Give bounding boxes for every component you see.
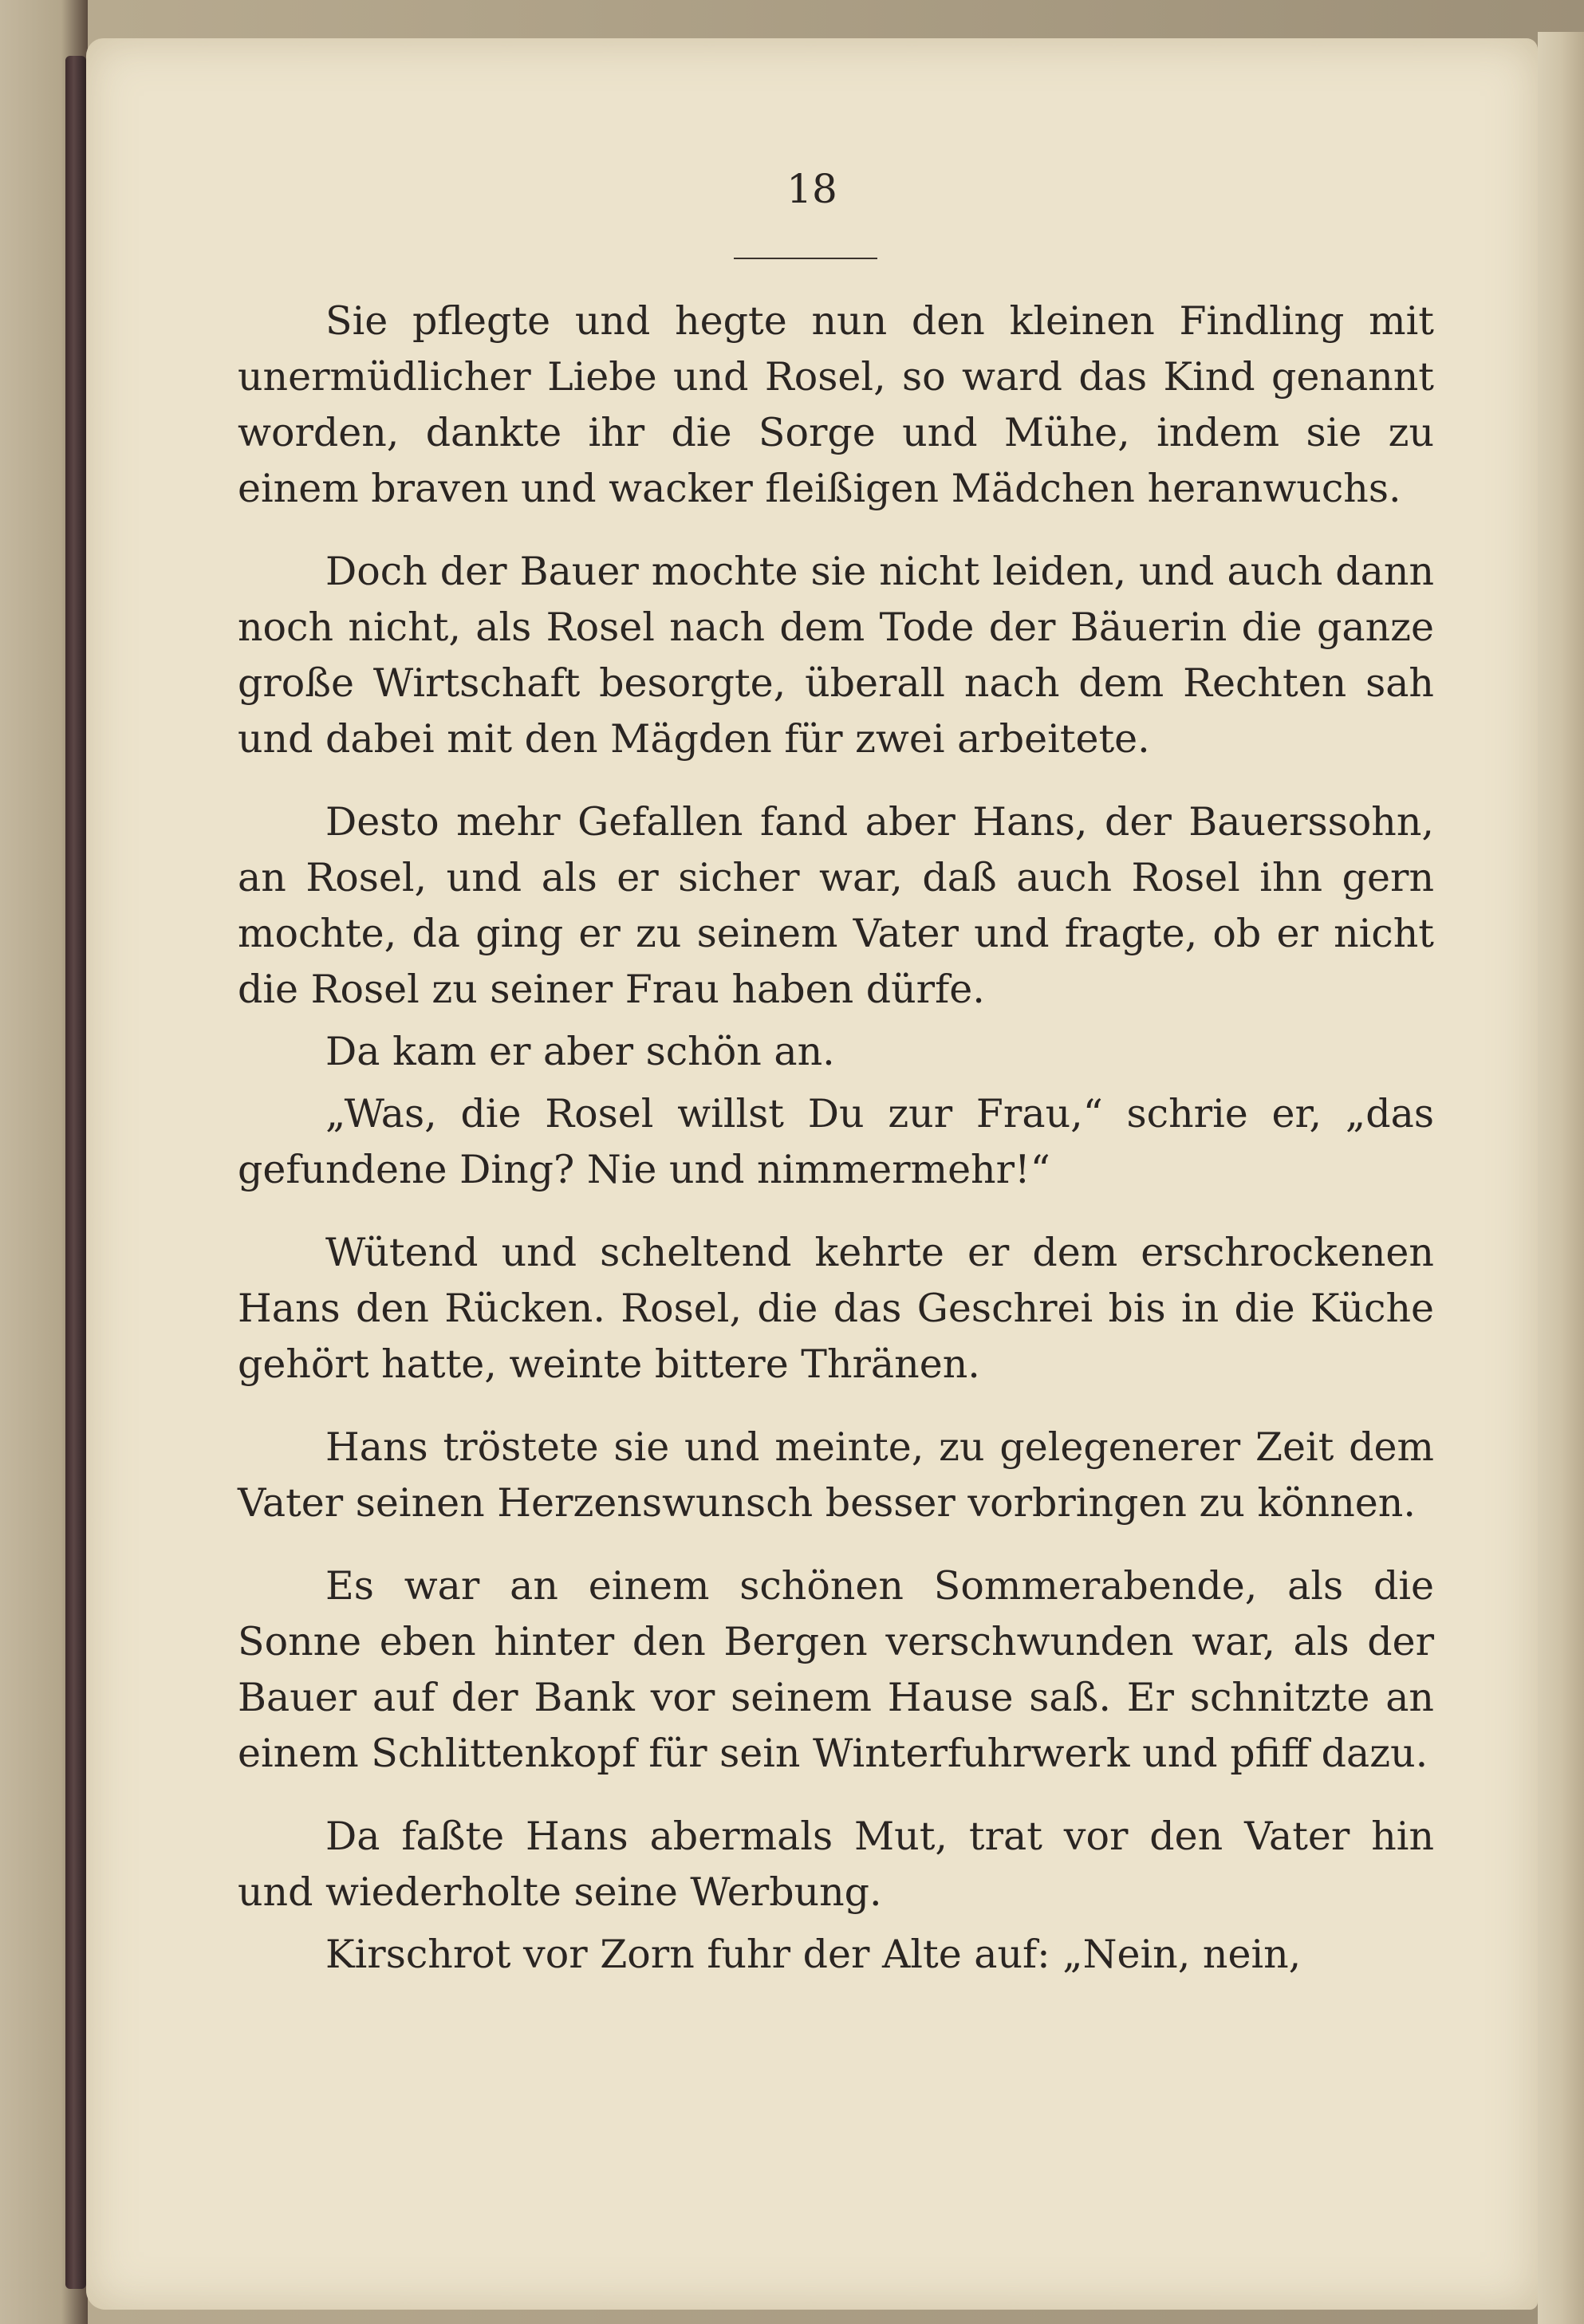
paragraph-1: Sie pflegte und hegte nun den kleinen Findling mit unermüdlicher Liebe und Rosel, so ward das Kind genannt worden, dankte ihr die Sorge und Mühe, indem sie zu einem braven und wacker fleißigen Mädchen heranwuchs. bbox=[238, 298, 1434, 511]
paragraph-10: Kirschrot vor Zorn fuhr der Alte auf: „Nein, nein, bbox=[325, 1932, 1302, 1977]
paragraph-5: „Was, die Rosel willst Du zur Frau,“ schrie er, „das gefundene Ding? Nie und nimmermehr!“ bbox=[238, 1091, 1434, 1192]
paragraph-9: Da faßte Hans abermals Mut, trat vor den Vater hin und wiederholte seine Werbung. bbox=[238, 1814, 1434, 1915]
paragraph-3: Desto mehr Gefallen fand aber Hans, der Bauerssohn, an Rosel, und als er sicher war, daß auch Rosel ihn gern mochte, da ging er zu seinem Vater und fragte, ob er nicht die Rosel zu seiner Frau haben dürfe. bbox=[238, 799, 1434, 1012]
paragraph-8: Es war an einem schönen Sommerabende, als die Sonne eben hinter den Bergen verschwunden war, als der Bauer auf der Bank vor seinem Hause saß. Er schnitzte an einem Schlittenkopf für sein Winterfuhrwerk und pfiff dazu. bbox=[238, 1563, 1434, 1776]
next-page-edge bbox=[1538, 32, 1584, 2324]
page-text bbox=[238, 293, 1434, 1983]
paragraph-2: Doch der Bauer mochte sie nicht leiden, und auch dann noch nicht, als Rosel nach dem Tode der Bäuerin die ganze große Wirtschaft besorgte, überall nach dem Rechten sah und dabei mit den Mägden für zwei arbeitete. bbox=[238, 549, 1434, 762]
book-spine bbox=[65, 56, 86, 2289]
page-number-rule bbox=[734, 258, 877, 259]
page-number: 18 bbox=[786, 166, 837, 212]
paragraph-6: Wütend und scheltend kehrte er dem erschrockenen Hans den Rücken. Rosel, die das Geschrei bis in die Küche gehört hatte, weinte bittere Thränen. bbox=[238, 1230, 1434, 1387]
book-page bbox=[86, 38, 1538, 2310]
paragraph-4: Da kam er aber schön an. bbox=[325, 1029, 835, 1074]
paragraph-7: Hans tröstete sie und meinte, zu gelegenerer Zeit dem Vater seinen Herzenswunsch besser vorbringen zu können. bbox=[238, 1424, 1434, 1526]
